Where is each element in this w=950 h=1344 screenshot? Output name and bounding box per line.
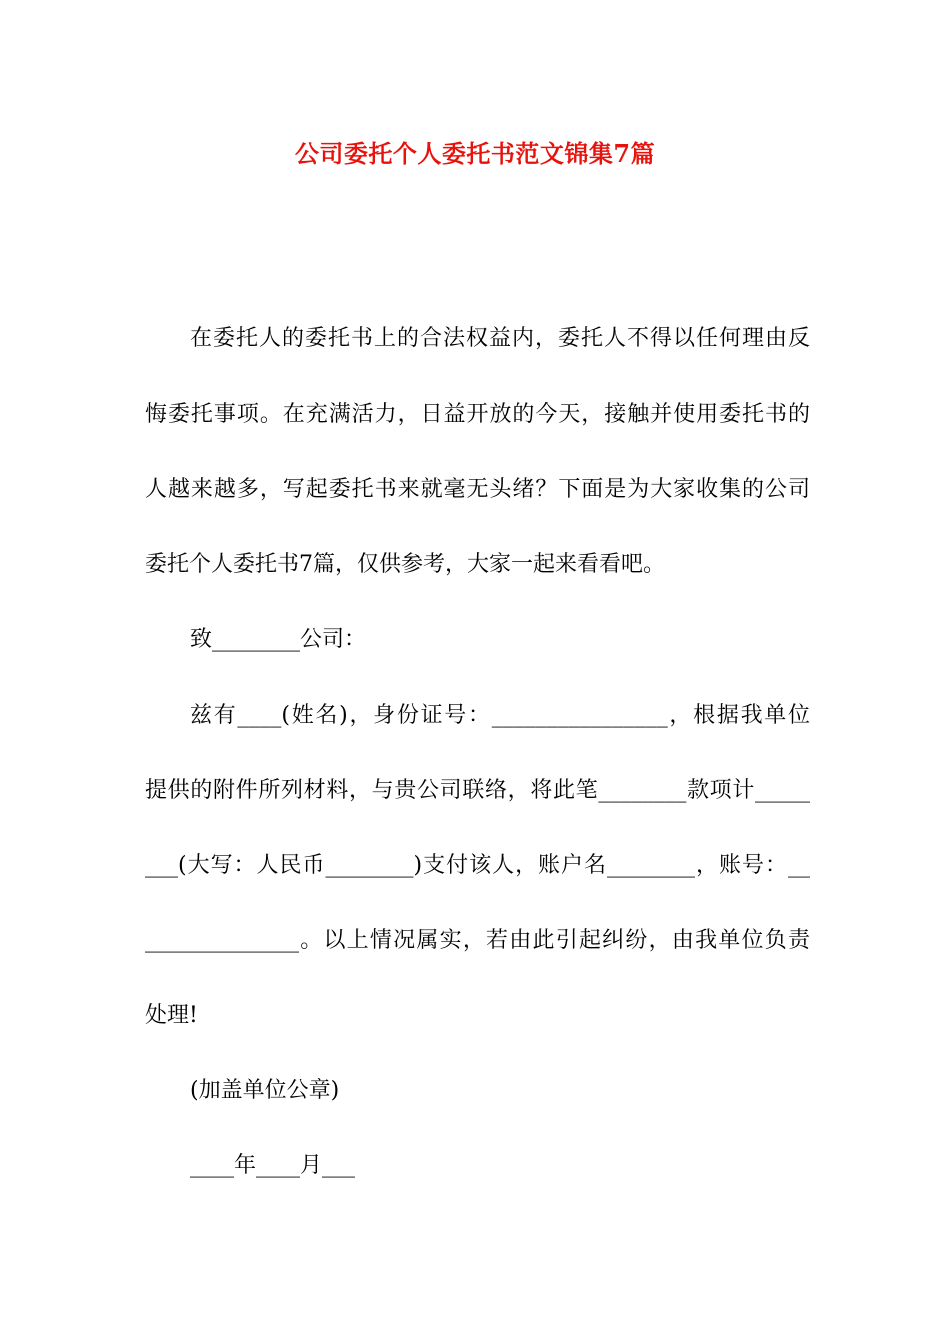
intro-paragraph-line-4: 委托个人委托书7篇，仅供参考，大家一起来看看吧。 — [145, 552, 665, 577]
body-paragraph-line-4: ______________。以上情况属实，若由此引起纠纷，由我单位负责 — [145, 928, 810, 953]
salutation-line: 致________公司： — [190, 627, 367, 652]
intro-paragraph-line-2: 悔委托事项。在充满活力，日益开放的今天，接触并使用委托书的 — [145, 402, 810, 427]
body-paragraph-line-2: 提供的附件所列材料，与贵公司联络，将此笔________款项计_____ — [145, 778, 810, 803]
intro-paragraph-line-1: 在委托人的委托书上的合法权益内，委托人不得以任何理由反 — [190, 326, 810, 351]
document-title: 公司委托个人委托书范文锦集7篇 — [294, 139, 656, 168]
body-paragraph-line-3: ___(大写：人民币________)支付该人，账户名________，账号：__ — [145, 853, 810, 878]
body-paragraph-line-5: 处理! — [145, 1003, 198, 1028]
body-paragraph-line-1: 兹有____(姓名)，身份证号：________________，根据我单位 — [190, 703, 810, 728]
date-line: ____年____月___ — [190, 1153, 356, 1178]
intro-paragraph-line-3: 人越来越多，写起委托书来就毫无头绪？下面是为大家收集的公司 — [145, 477, 810, 502]
seal-note: (加盖单位公章) — [190, 1078, 340, 1103]
